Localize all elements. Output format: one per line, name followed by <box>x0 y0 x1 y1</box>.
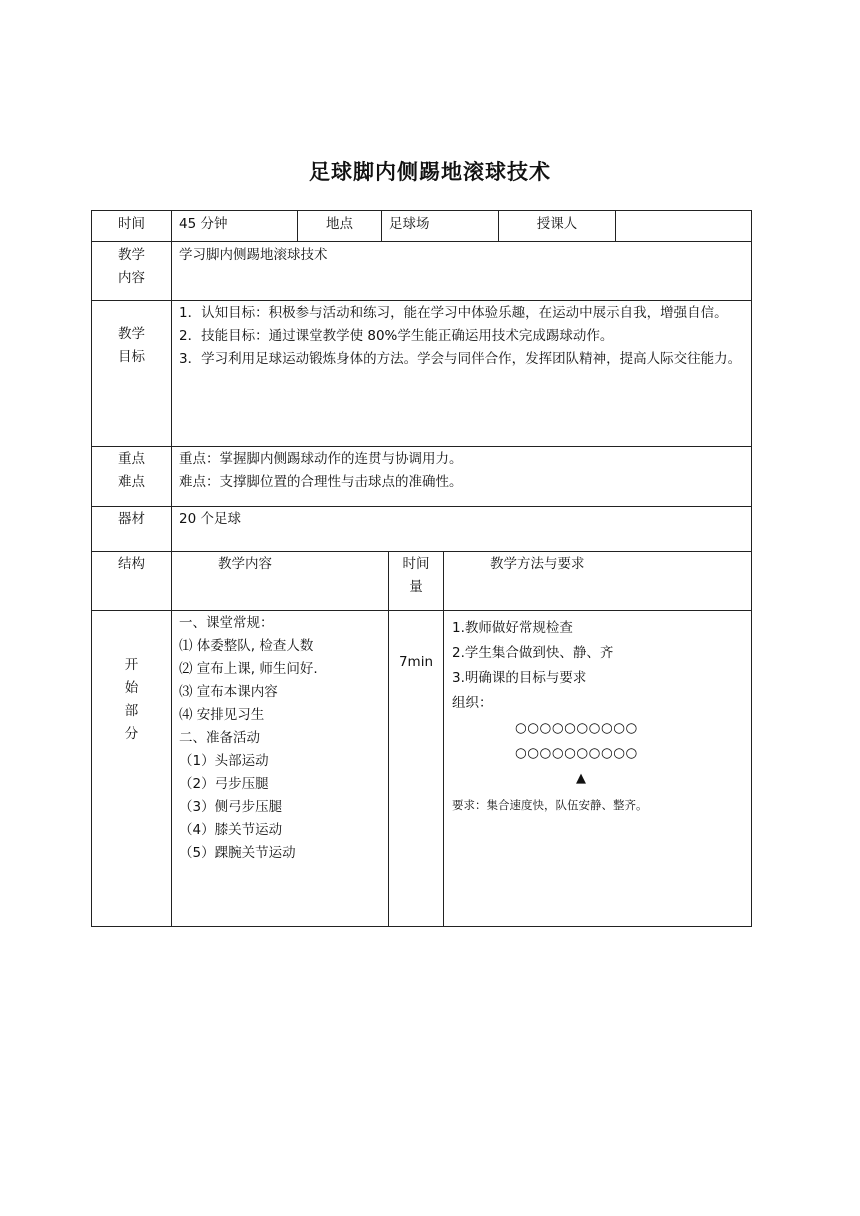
equipment-value: 20 个足球 <box>171 506 752 552</box>
content-line: （2）弓步压腿 <box>179 776 269 792</box>
formation-diagram <box>452 716 751 791</box>
equipment-label: 器材 <box>91 506 172 552</box>
goals-label-line-1: 教学 <box>118 326 145 342</box>
formation-row-2: ○○○○○○○○○○ <box>515 745 638 761</box>
goal-item: 3．学习利用足球运动锻炼身体的方法。学会与同伴合作，发挥团队精神，提高人际交往能力。 <box>179 351 742 367</box>
content-line: 一、课堂常规： <box>179 615 274 631</box>
teacher-label: 授课人 <box>498 210 616 242</box>
method-line: 2.学生集合做到快、静、齐 <box>452 645 614 661</box>
opening-method <box>443 610 752 927</box>
key-points <box>171 446 752 507</box>
time-label: 时间 <box>91 210 172 242</box>
teacher-value <box>615 210 752 242</box>
content-line: ⑷ 安排见习生 <box>179 707 265 723</box>
formation-row-1: ○○○○○○○○○○ <box>515 720 638 736</box>
content-label-line-1: 教学 <box>118 247 145 263</box>
key-point-text: 重点：掌握脚内侧踢球动作的连贯与协调用力。 <box>179 451 463 467</box>
content-line: ⑵ 宣布上课, 师生问好. <box>179 661 318 677</box>
content-line: ⑶ 宣布本课内容 <box>179 684 278 700</box>
opening-char: 始 <box>124 680 139 696</box>
method-line: 1.教师做好常规检查 <box>452 620 573 636</box>
opening-char: 部 <box>124 703 139 719</box>
key-label <box>91 446 172 507</box>
time-value: 45 分钟 <box>171 210 298 242</box>
content-line: （3）侧弓步压腿 <box>179 799 283 815</box>
key-label-line-2: 难点 <box>118 474 145 490</box>
requirement-text: 要求：集合速度快，队伍安静、整齐。 <box>452 798 648 812</box>
opening-section-label <box>91 610 172 927</box>
time-amount-header <box>388 551 444 611</box>
goals-list <box>171 300 752 447</box>
content-line: 二、准备活动 <box>179 730 260 746</box>
content-line: （1）头部运动 <box>179 753 269 769</box>
opening-content <box>171 610 389 927</box>
goals-label-line-2: 目标 <box>118 349 145 365</box>
goals-label <box>91 300 172 447</box>
time-header-line-2: 量 <box>409 579 423 595</box>
content-value: 学习脚内侧踢地滚球技术 <box>171 241 752 301</box>
content-label-line-2: 内容 <box>118 270 145 286</box>
opening-char: 分 <box>124 726 139 742</box>
place-label: 地点 <box>297 210 382 242</box>
difficulty-text: 难点：支撑脚位置的合理性与击球点的准确性。 <box>179 474 463 490</box>
content-header: 教学内容 <box>171 551 389 611</box>
goal-item: 1．认知目标：积极参与活动和练习，能在学习中体验乐趣，在运动中展示自我，增强自信。 <box>179 305 728 321</box>
method-header: 教学方法与要求 <box>443 551 752 611</box>
teacher-marker-icon: ▲ <box>576 771 586 786</box>
time-header-line-1: 时间 <box>402 556 430 572</box>
content-line: ⑴ 体委整队, 检查人数 <box>179 638 314 654</box>
opening-char: 开 <box>124 657 139 673</box>
place-value: 足球场 <box>381 210 499 242</box>
method-line: 3.明确课的目标与要求 <box>452 670 587 686</box>
key-label-line-1: 重点 <box>118 451 145 467</box>
goal-item: 2．技能目标：通过课堂教学使 80%学生能正确运用技术完成踢球动作。 <box>179 328 614 344</box>
content-line: （4）膝关节运动 <box>179 822 283 838</box>
content-line: （5）踝腕关节运动 <box>179 845 296 861</box>
content-label <box>91 241 172 301</box>
structure-header: 结构 <box>91 551 172 611</box>
opening-time: 7min <box>388 610 444 927</box>
document-title: 足球脚内侧踢地滚球技术 <box>309 160 551 184</box>
method-line: 组织： <box>452 695 493 711</box>
